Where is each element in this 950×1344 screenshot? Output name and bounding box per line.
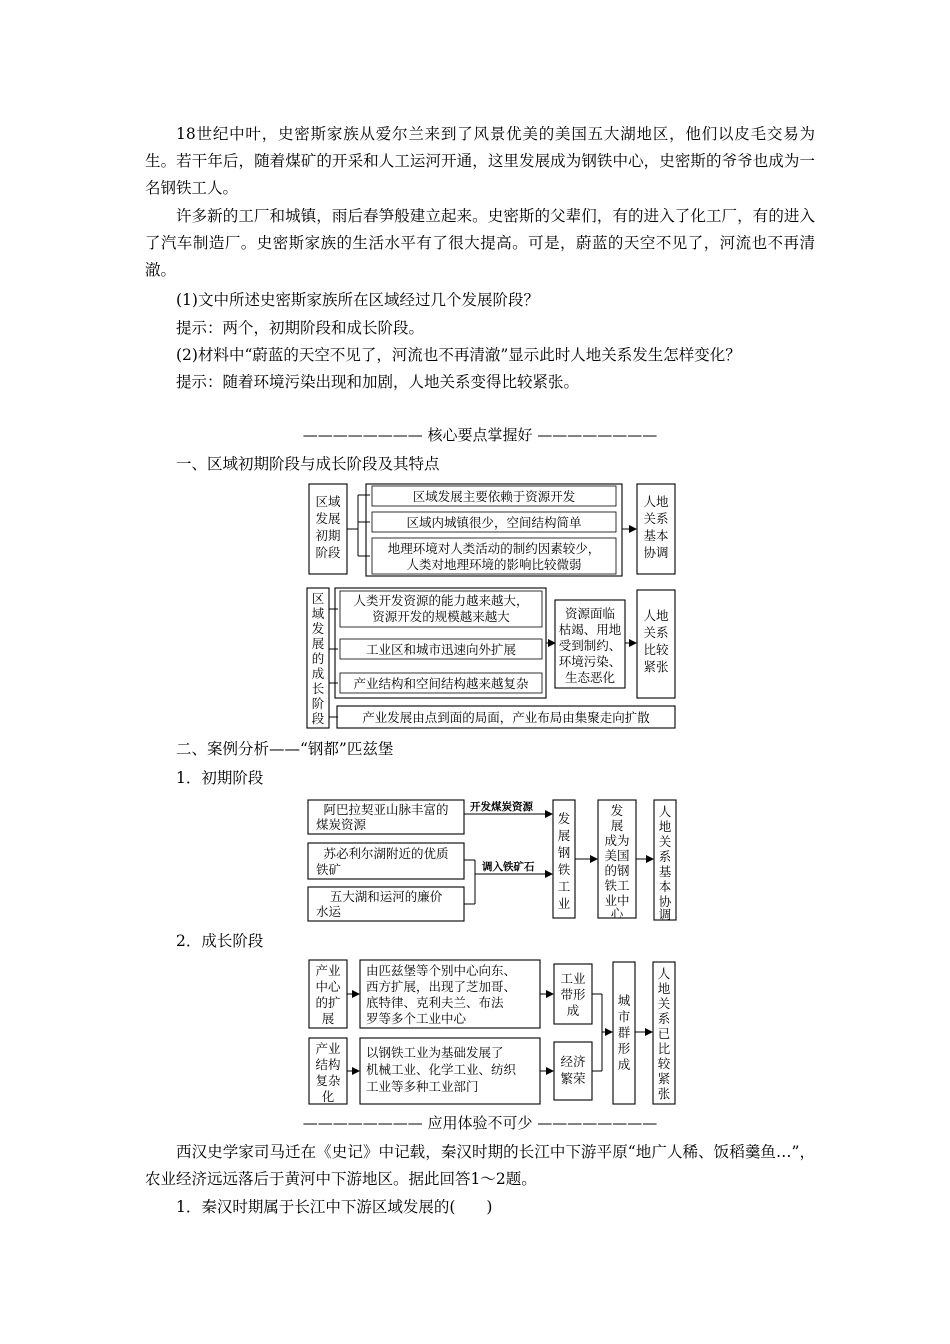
- lab1-2: 中心: [315, 979, 341, 994]
- center-1: 发: [610, 803, 624, 818]
- txt2-1: 以钢铁工业为基础发展了: [366, 1045, 504, 1060]
- subheading-growth: 2．成长阶段: [176, 932, 264, 950]
- steel-4: 铁: [557, 862, 571, 877]
- heading-1: 一、区域初期阶段与成长阶段及其特点: [176, 455, 440, 473]
- g2-result-7: 较: [657, 1056, 671, 1071]
- mid2-2: 繁荣: [560, 1071, 586, 1086]
- growth-result-3: 比较: [643, 642, 669, 657]
- steel-3: 钢: [557, 845, 571, 860]
- heading-2: 二、案例分析——“钢都”匹兹堡: [176, 740, 394, 758]
- g2-result-1: 人: [657, 966, 671, 981]
- lab1-4: 展: [321, 1011, 335, 1026]
- apply-section-header: ———————— 应用体验不可少 ————————: [302, 1114, 658, 1132]
- p-result-1: 人: [658, 804, 672, 819]
- early-item-3b: 人类对地理环境的影响比较微弱: [406, 557, 582, 572]
- lab2-1: 产业: [315, 1041, 341, 1056]
- growth-label-7: 长: [311, 681, 325, 696]
- g2-result-8: 紧: [657, 1071, 671, 1086]
- arrow-label-iron: 调入铁矿石: [482, 861, 535, 873]
- g2-result-5: 已: [657, 1026, 671, 1041]
- growth-result-1: 人地: [643, 608, 669, 623]
- early-result-3: 基本: [643, 528, 669, 543]
- diagram-pittsburgh-growth: [309, 960, 675, 1104]
- center-2: 展: [610, 818, 624, 833]
- growth-label-8: 阶: [311, 696, 325, 711]
- answer-1: 提示：两个，初期阶段和成长阶段。: [176, 319, 425, 337]
- apply-paragraph: 西汉史学家司马迁在《史记》中记载，秦汉时期的长江中下游平原“地广人稀、饭稻羹鱼…”，农业经济远远落后于黄河中下游地区。据此回答1～2题。: [145, 1143, 815, 1188]
- growth-mid-5: 生态恶化: [564, 670, 616, 685]
- growth-label-1: 区: [311, 591, 325, 606]
- input-water-1: 五大湖和运河的廉价: [329, 889, 443, 904]
- diagram-growth-stage: [307, 588, 675, 728]
- growth-mid-2: 枯竭、用地: [558, 622, 622, 637]
- input-coal-1: 阿巴拉契亚山脉丰富的: [323, 802, 449, 817]
- lab1-3: 的扩: [315, 995, 341, 1010]
- g2-result-9: 张: [657, 1086, 671, 1101]
- steel-5: 工: [557, 879, 571, 894]
- city-1: 城: [617, 993, 631, 1008]
- early-result-1: 人地: [643, 494, 669, 509]
- mid1-2: 带形: [560, 987, 586, 1002]
- early-item-3a: 地理环境对人类活动的制约因素较少，: [387, 541, 601, 556]
- g2-result-3: 关: [657, 996, 671, 1011]
- early-label-1: 区域: [315, 494, 341, 509]
- p-result-7: 协: [658, 894, 672, 909]
- p-result-3: 关: [658, 834, 672, 849]
- txt1-2: 西方扩展，出现了芝加哥、: [366, 979, 517, 994]
- core-section-header: ———————— 核心要点掌握好 ————————: [302, 426, 658, 444]
- growth-label-5: 的: [311, 651, 325, 666]
- center-8: 心: [610, 906, 624, 921]
- p-result-2: 地: [658, 819, 672, 834]
- g2-result-6: 比: [657, 1041, 671, 1056]
- txt2-3: 工业等多种工业部门: [366, 1079, 479, 1094]
- input-iron-2: 铁矿: [316, 862, 342, 877]
- early-item-1: 区域发展主要依赖于资源开发: [412, 489, 576, 504]
- question-1: (1)文中所述史密斯家族所在区域经过几个发展阶段？: [176, 291, 539, 309]
- city-4: 形: [617, 1041, 631, 1056]
- early-label-2: 发展: [315, 511, 341, 526]
- txt2-2: 机械工业、化学工业、纺织: [366, 1062, 517, 1077]
- diagram-pittsburgh-early: [308, 800, 676, 922]
- center-3: 成为: [604, 833, 630, 848]
- mid1-1: 工业: [560, 971, 586, 986]
- lab2-4: 化: [321, 1089, 335, 1104]
- apply-question-1: 1．秦汉时期属于长江中下游区域发展的( ): [176, 1198, 493, 1216]
- arrow-label-coal: 开发煤炭资源: [470, 801, 533, 813]
- p-result-6: 本: [658, 879, 672, 894]
- intro-paragraph-1: 18世纪中叶，史密斯家族从爱尔兰来到了风景优美的美国五大湖地区，他们以皮毛交易为生。若干年后，随着煤矿的开采和人工运河开通，这里发展成为钢铁中心，史密斯的爷爷也成为一名钢铁工人。: [145, 125, 815, 197]
- early-label-3: 初期: [315, 528, 341, 543]
- early-result-2: 关系: [643, 511, 669, 526]
- growth-result-4: 紧张: [643, 659, 669, 674]
- steel-2: 展: [557, 828, 571, 843]
- growth-label-6: 成: [311, 666, 325, 681]
- mid2-1: 经济: [560, 1054, 586, 1069]
- g2-result-2: 地: [657, 981, 671, 996]
- growth-label-2: 域: [311, 606, 325, 621]
- early-label-4: 阶段: [315, 545, 341, 560]
- growth-label-4: 展: [311, 636, 325, 651]
- growth-item-3: 产业结构和空间结构越来越复杂: [353, 676, 529, 691]
- answer-2: 提示：随着环境污染出现和加剧，人地关系变得比较紧张。: [176, 373, 580, 391]
- early-result-4: 协调: [643, 545, 669, 560]
- txt1-1: 由匹兹堡等个别中心向东、: [366, 963, 517, 978]
- growth-mid-4: 环境污染、: [558, 654, 622, 669]
- center-4: 美国: [604, 848, 630, 863]
- p-result-4: 系: [658, 849, 672, 864]
- growth-item-1b: 资源开发的规模越来越大: [372, 609, 510, 624]
- center-6: 铁工: [604, 878, 630, 893]
- early-item-2: 区域内城镇很少，空间结构简单: [406, 515, 582, 530]
- subheading-early: 1．初期阶段: [176, 769, 264, 787]
- lab2-2: 结构: [315, 1057, 341, 1072]
- growth-item-2: 工业区和城市迅速向外扩展: [365, 642, 517, 657]
- center-7: 业中: [604, 893, 630, 908]
- intro-paragraph-2: 许多新的工厂和城镇，雨后春笋般建立起来。史密斯的父辈们，有的进入了化工厂，有的进入了汽车制造厂。史密斯家族的生活水平有了很大提高。可是，蔚蓝的天空不见了，河流也不再清澈。: [145, 207, 815, 279]
- input-water-2: 水运: [316, 904, 342, 919]
- city-3: 群: [617, 1025, 631, 1040]
- growth-item-1a: 人类开发资源的能力越来越大，: [353, 593, 529, 608]
- lab1-1: 产业: [315, 963, 341, 978]
- txt1-4: 罗等多个工业中心: [366, 1011, 467, 1026]
- mid1-3: 成: [566, 1003, 580, 1018]
- growth-label-9: 段: [311, 711, 325, 726]
- steel-6: 业: [557, 896, 571, 911]
- question-2: (2)材料中“蔚蓝的天空不见了，河流也不再清澈”显示此时人地关系发生怎样变化？: [176, 346, 741, 364]
- p-result-8: 调: [658, 907, 672, 922]
- city-5: 成: [617, 1057, 631, 1072]
- g2-result-4: 系: [657, 1011, 671, 1026]
- growth-label-3: 发: [311, 621, 325, 636]
- growth-item-4: 产业发展由点到面的局面，产业布局由集聚走向扩散: [362, 710, 650, 725]
- lab2-3: 复杂: [315, 1073, 341, 1088]
- diagram-early-stage: [309, 484, 675, 576]
- center-5: 的钢: [604, 863, 630, 878]
- steel-1: 发: [557, 811, 571, 826]
- growth-mid-1: 资源面临: [564, 606, 616, 621]
- city-2: 市: [617, 1009, 631, 1024]
- input-coal-2: 煤炭资源: [316, 817, 367, 832]
- input-iron-1: 苏必利尔湖附近的优质: [323, 846, 449, 861]
- growth-mid-3: 受到制约、: [558, 638, 622, 653]
- p-result-5: 基: [658, 864, 672, 879]
- growth-result-2: 关系: [643, 625, 669, 640]
- txt1-3: 底特律、克利夫兰、布法: [366, 995, 504, 1010]
